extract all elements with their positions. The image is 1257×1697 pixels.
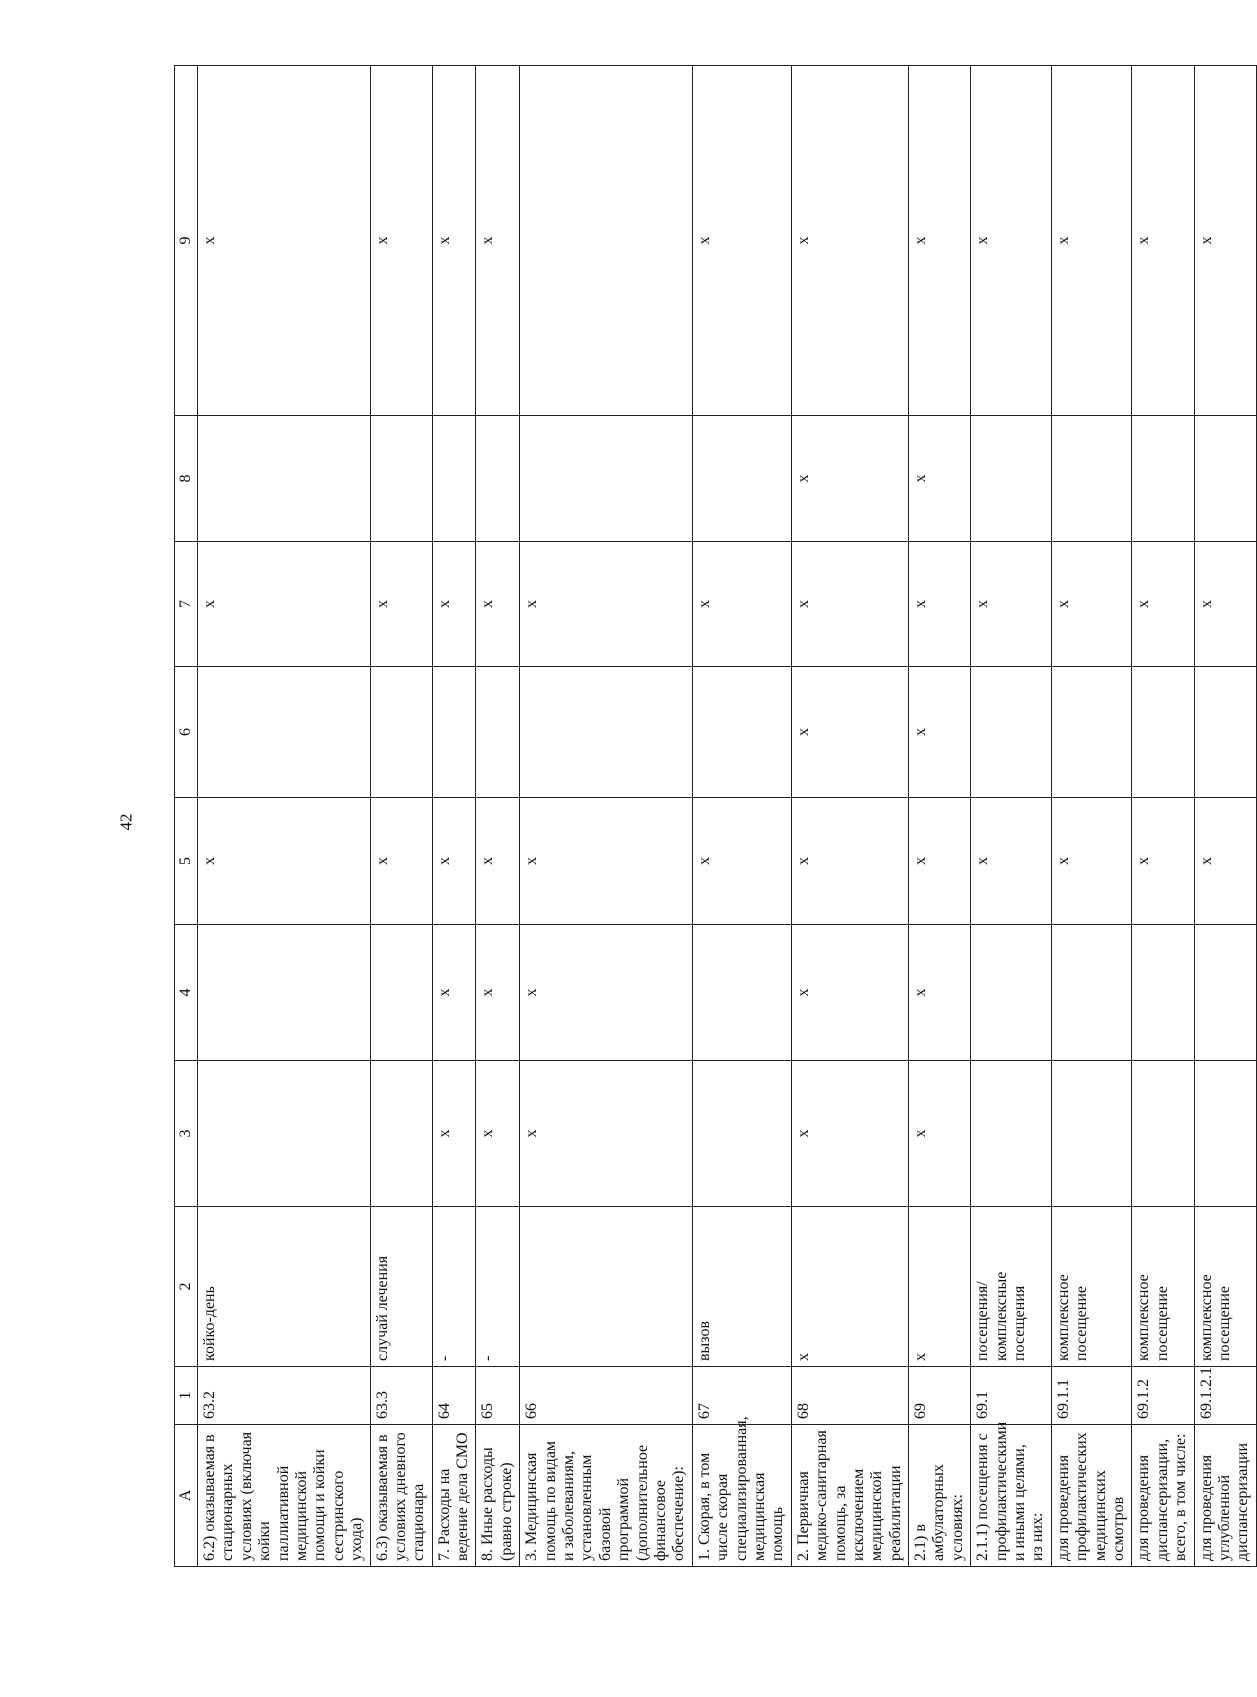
column-header-1: 1 [175,1367,198,1425]
table-cell-col-2: посещения/комплексные посещения [971,1207,1052,1367]
row-label-cell: для проведения профилактических медицинских осмотров [1051,1425,1132,1567]
table-cell-col-1: 69.1.2.1 [1194,1367,1256,1425]
table-cell-col-9: х [476,66,520,416]
table-cell-col-1: 68 [791,1367,908,1425]
table-cell-col-8 [1051,416,1132,542]
column-header-4: 4 [175,925,198,1061]
table-cell-col-2: х [791,1207,908,1367]
table-cell-col-9: х [198,66,371,416]
row-label-cell: 8. Иные расходы (равно строке) [476,1425,520,1567]
table-row [791,66,908,1567]
table-cell-col-1: 65 [476,1367,520,1425]
table-cell-col-3 [1132,1061,1194,1207]
column-header-9: 9 [175,66,198,416]
row-label-cell: 1. Скорая, в том числе скорая специализированная, медицинская помощь [692,1425,791,1567]
table-cell-col-1: 63.3 [370,1367,432,1425]
table-cell-col-6 [476,667,520,798]
row-label-cell: 6.2) оказываемая в стационарных условиях (включая койки паллиативной медицинской помощи и койки сестринского ухода) [198,1425,371,1567]
table-cell-col-6 [1051,667,1132,798]
page-number: 42 [116,813,136,831]
column-header-a: A [175,1425,198,1567]
table-cell-col-3 [971,1061,1052,1207]
table-cell-col-7: х [432,542,476,667]
table-cell-col-7: х [1132,542,1194,667]
data-table [174,65,1257,1567]
table-cell-col-4: х [520,925,693,1061]
table-row [432,66,476,1567]
column-header-6: 6 [175,667,198,798]
table-cell-col-9: х [692,66,791,416]
table-row [520,66,693,1567]
row-label-cell: 7. Расходы на ведение дела СМО [432,1425,476,1567]
table-cell-col-2: - [432,1207,476,1367]
table-cell-col-2: х [909,1207,971,1367]
table-cell-col-8 [432,416,476,542]
table-row [692,66,791,1567]
table-cell-col-9 [520,66,693,416]
table-cell-col-9: х [370,66,432,416]
table-cell-col-8 [971,416,1052,542]
table-row [1132,66,1194,1567]
table-cell-col-6: х [791,667,908,798]
table-cell-col-9: х [1051,66,1132,416]
row-label-cell: 2.1) в амбулаторных условиях: [909,1425,971,1567]
table-cell-col-6 [432,667,476,798]
table-cell-col-5: х [1051,798,1132,925]
table-cell-col-8 [520,416,693,542]
table-cell-col-3: х [791,1061,908,1207]
table-cell-col-1: 69.1.1 [1051,1367,1132,1425]
table-row [476,66,520,1567]
table-cell-col-2: случай лечения [370,1207,432,1367]
table-cell-col-5: х [1132,798,1194,925]
column-header-8: 8 [175,416,198,542]
table-cell-col-4: х [909,925,971,1061]
table-cell-col-4 [971,925,1052,1061]
table-row [971,66,1052,1567]
header-row [175,66,198,1567]
table-cell-col-6 [198,667,371,798]
table-cell-col-7: х [1051,542,1132,667]
column-header-5: 5 [175,798,198,925]
table-row [909,66,971,1567]
table-cell-col-2: койко-день [198,1207,371,1367]
table-cell-col-2: комплексное посещение [1132,1207,1194,1367]
table-cell-col-5: х [476,798,520,925]
row-label-cell: 2.1.1) посещения с профилактическими и иными целями, из них: [971,1425,1052,1567]
table-cell-col-9: х [1194,66,1256,416]
table-cell-col-5: х [520,798,693,925]
row-label-cell: 2. Первичная медико-санитарная помощь, за исключением медицинской реабилитации [791,1425,908,1567]
table-cell-col-2: комплексное посещение [1051,1207,1132,1367]
table-cell-col-1: 66 [520,1367,693,1425]
table-cell-col-3 [198,1061,371,1207]
table-cell-col-3 [370,1061,432,1207]
column-header-7: 7 [175,542,198,667]
table-cell-col-6 [370,667,432,798]
table-cell-col-6 [1132,667,1194,798]
table-cell-col-8 [198,416,371,542]
table-cell-col-7: х [692,542,791,667]
table-cell-col-6 [1194,667,1256,798]
table-cell-col-7: х [370,542,432,667]
table-cell-col-8 [476,416,520,542]
table-cell-col-2: комплексное посещение [1194,1207,1256,1367]
table-cell-col-7: х [520,542,693,667]
table-cell-col-9: х [432,66,476,416]
table-cell-col-4 [1132,925,1194,1061]
table-cell-col-9: х [971,66,1052,416]
table-cell-col-8: х [791,416,908,542]
table-cell-col-8: х [909,416,971,542]
column-header-3: 3 [175,1061,198,1207]
table-cell-col-5: х [791,798,908,925]
table-row [1051,66,1132,1567]
table-row [198,66,371,1567]
table-row [1194,66,1256,1567]
table-cell-col-5: х [692,798,791,925]
table-cell-col-3 [692,1061,791,1207]
table-cell-col-6 [520,667,693,798]
table-cell-col-5: х [1194,798,1256,925]
table-cell-col-7: х [909,542,971,667]
table-cell-col-6 [692,667,791,798]
table-cell-col-4 [1194,925,1256,1061]
table-cell-col-2 [520,1207,693,1367]
table-cell-col-9: х [1132,66,1194,416]
row-label-cell: для проведения диспансеризации, всего, в том числе: [1132,1425,1194,1567]
table-cell-col-9: х [909,66,971,416]
table-cell-col-7: х [476,542,520,667]
table-cell-col-6: х [909,667,971,798]
table-cell-col-4 [198,925,371,1061]
row-label-cell: 6.3) оказываемая в условиях дневного стационара [370,1425,432,1567]
table-cell-col-4: х [476,925,520,1061]
table-cell-col-6 [971,667,1052,798]
table-cell-col-7: х [198,542,371,667]
column-header-2: 2 [175,1207,198,1367]
table-cell-col-3: х [520,1061,693,1207]
table-cell-col-1: 69 [909,1367,971,1425]
table-cell-col-4: х [432,925,476,1061]
table-cell-col-5: х [971,798,1052,925]
table-cell-col-4 [692,925,791,1061]
table-cell-col-3 [1194,1061,1256,1207]
table-cell-col-7: х [971,542,1052,667]
table-cell-col-1: 63.2 [198,1367,371,1425]
table-cell-col-5: х [432,798,476,925]
table-row [370,66,432,1567]
table-cell-col-3: х [476,1061,520,1207]
table-body [198,66,1257,1567]
table-cell-col-8 [370,416,432,542]
row-label-cell: для проведения углубленной диспансеризации [1194,1425,1256,1567]
table-cell-col-4 [1051,925,1132,1061]
table-cell-col-7: х [791,542,908,667]
table-cell-col-5: х [909,798,971,925]
table-cell-col-8 [692,416,791,542]
table-cell-col-7: х [1194,542,1256,667]
row-label-cell: 3. Медицинская помощь по видам и заболеваниям, установленным базовой программой (дополнительное финансовое обеспечение): [520,1425,693,1567]
table-cell-col-1: 69.1 [971,1367,1052,1425]
table-cell-col-1: 67 [692,1367,791,1425]
table-cell-col-2: вызов [692,1207,791,1367]
table-cell-col-9: х [791,66,908,416]
table-cell-col-2: - [476,1207,520,1367]
table-cell-col-3: х [909,1061,971,1207]
table-cell-col-3 [1051,1061,1132,1207]
table-cell-col-5: х [370,798,432,925]
table-cell-col-8 [1132,416,1194,542]
table-cell-col-8 [1194,416,1256,542]
table-cell-col-1: 64 [432,1367,476,1425]
table-cell-col-4 [370,925,432,1061]
rotated-table-sheet [174,66,1252,1567]
table-cell-col-3: х [432,1061,476,1207]
table-cell-col-1: 69.1.2 [1132,1367,1194,1425]
table-cell-col-4: х [791,925,908,1061]
table-cell-col-5: х [198,798,371,925]
